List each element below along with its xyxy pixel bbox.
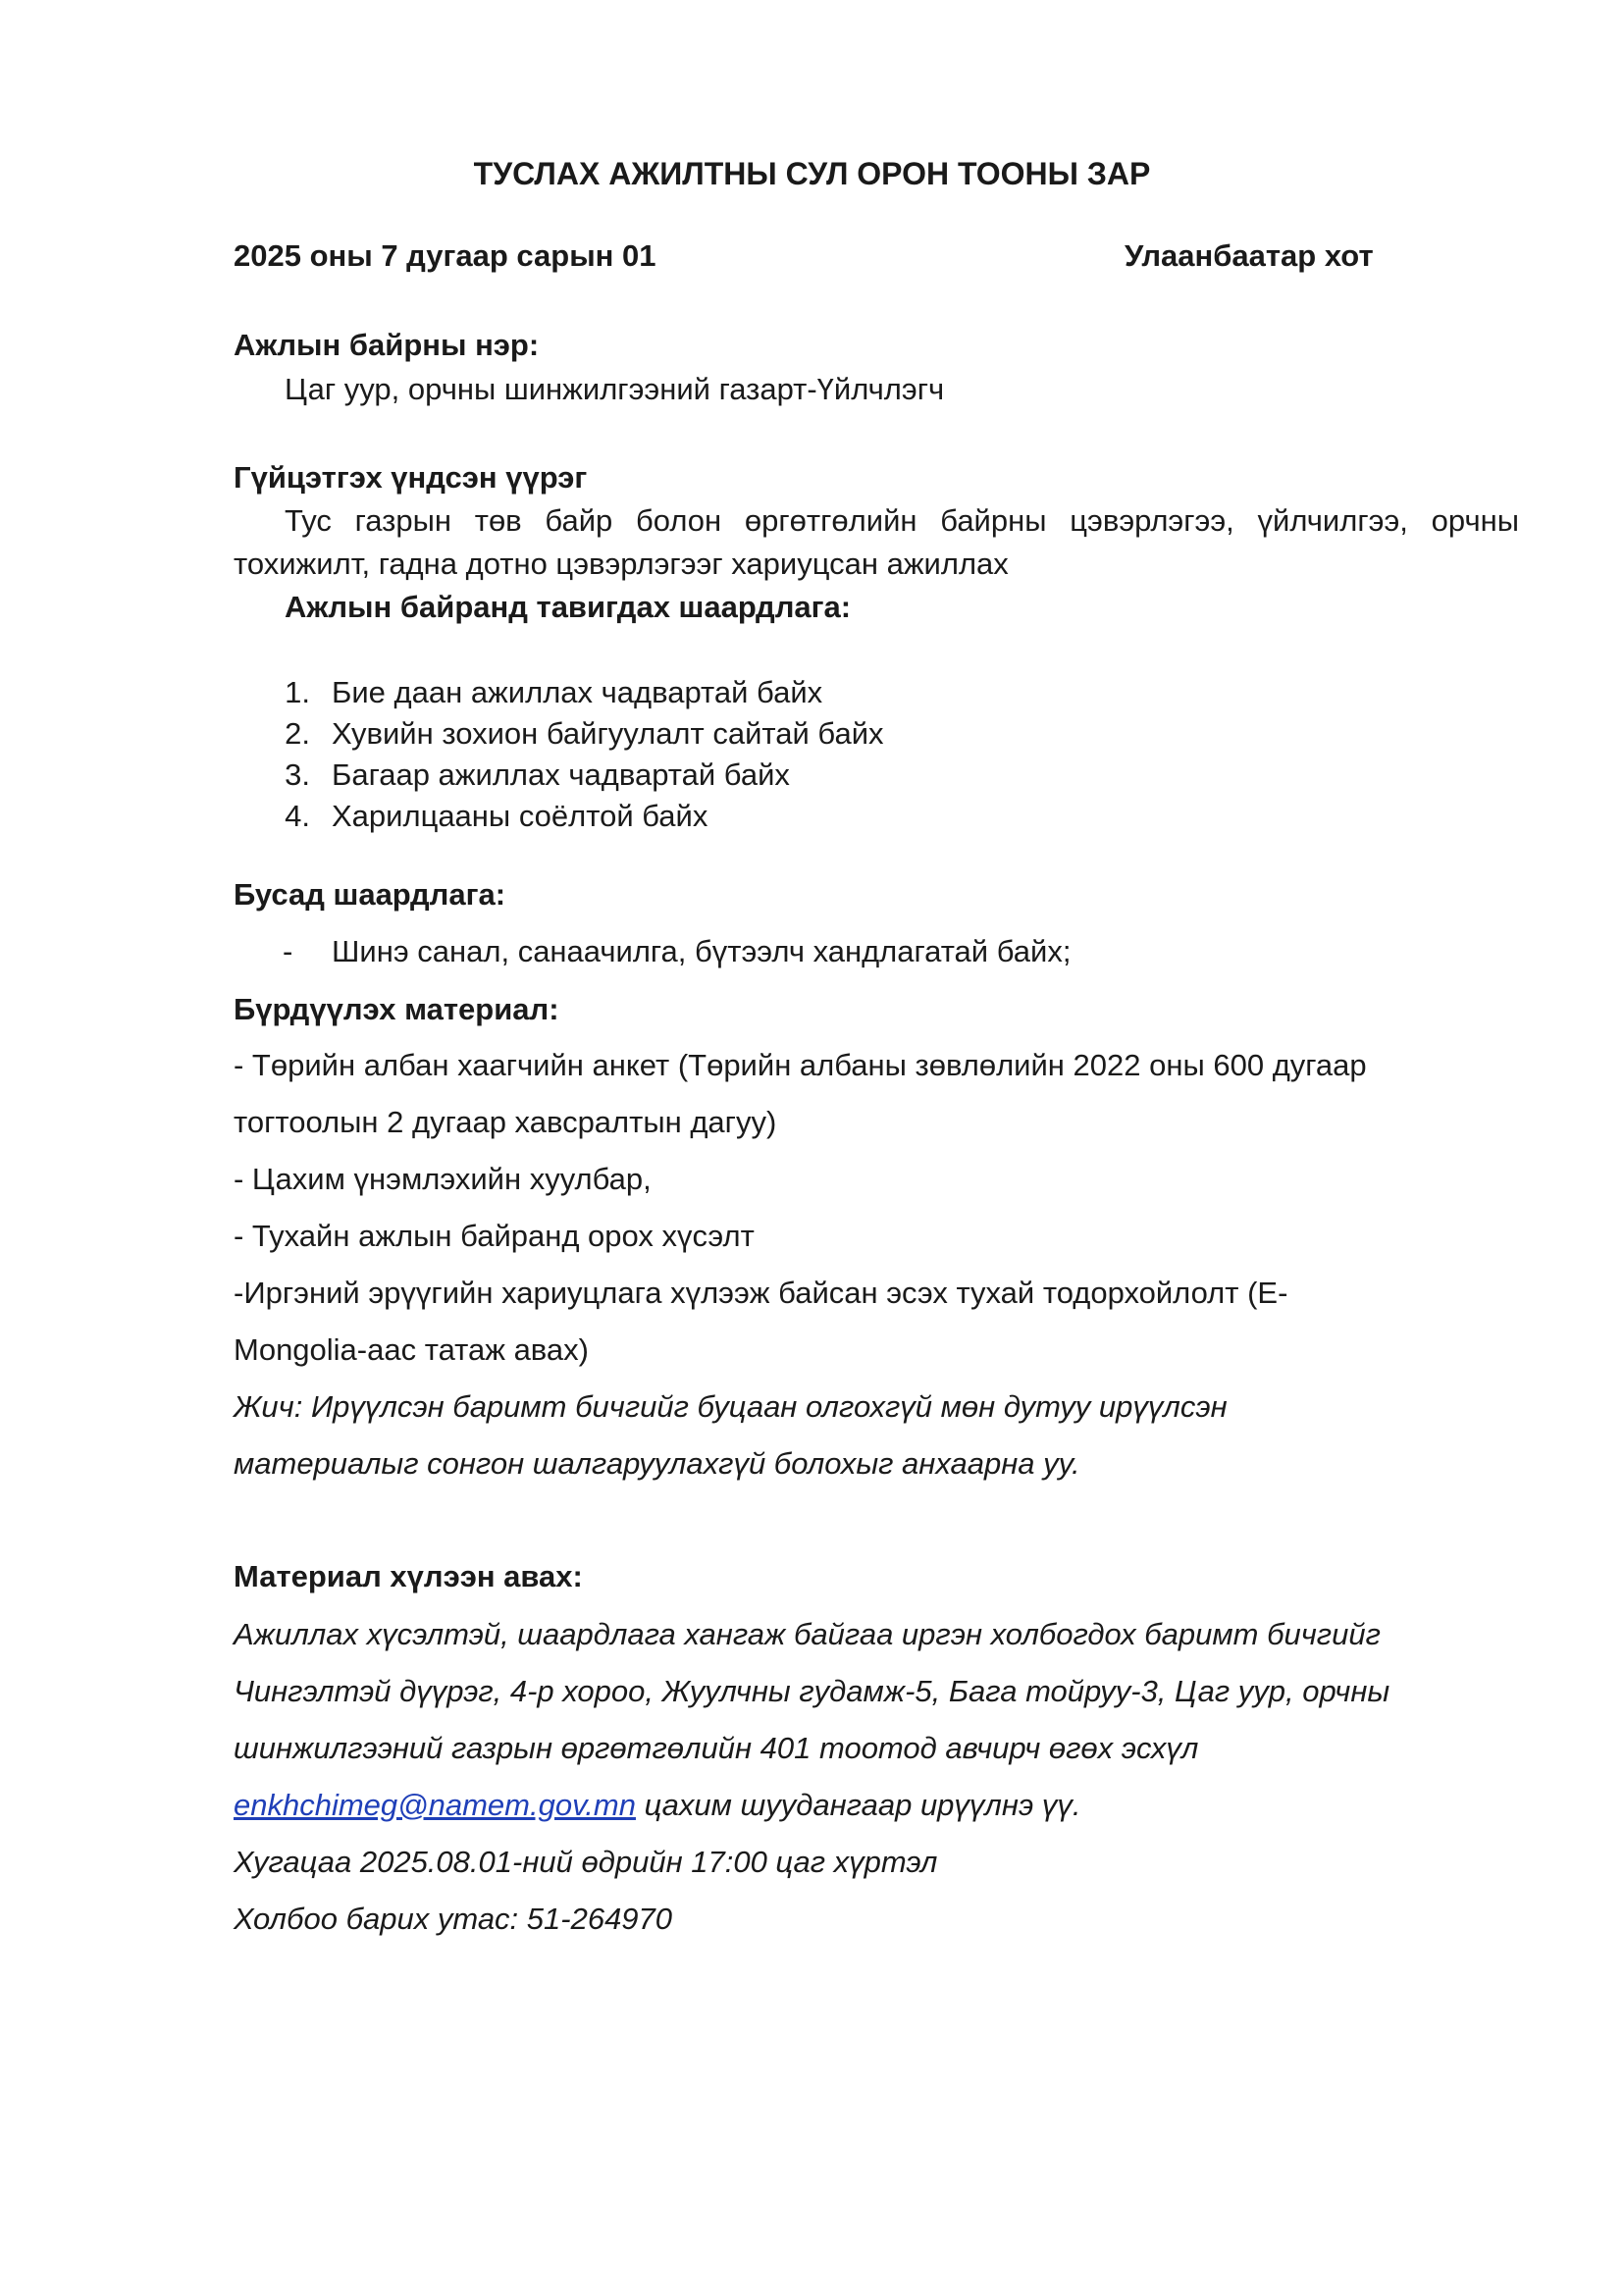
document-city: Улаанбаатар хот — [1125, 238, 1374, 273]
other-requirements-heading: Бусад шаардлага: — [234, 877, 506, 912]
materials-line: - Цахим үнэмлэхийн хуулбар, — [234, 1162, 652, 1196]
other-requirements-bullet: - — [283, 934, 293, 968]
submission-heading: Материал хүлээн авах: — [234, 1559, 583, 1593]
position-value: Цаг уур, орчны шинжилгээний газарт-Үйлчлэгч — [285, 372, 945, 406]
submission-phone: Холбоо барих утас: 51-264970 — [234, 1902, 673, 1936]
duties-line-1: Тус газрын төв байр болон өргөтгөлийн байрны цэвэрлэгээ, үйлчилгээ, орчны — [285, 503, 1519, 538]
requirements-heading: Ажлын байранд тавигдах шаардлага: — [285, 590, 852, 624]
other-requirements-item: Шинэ санал, санаачилга, бүтээлч хандлагатай байх; — [332, 934, 1072, 968]
position-heading: Ажлын байрны нэр: — [234, 328, 540, 362]
list-item-text: Багаар ажиллах чадвартай байх — [332, 757, 790, 792]
materials-line: Mongolia-аас татаж авах) — [234, 1332, 589, 1367]
list-item-text: Бие даан ажиллах чадвартай байх — [332, 675, 823, 709]
materials-line: тогтоолын 2 дугаар хавсралтын дагуу) — [234, 1105, 777, 1139]
submission-line-1: Ажиллах хүсэлтэй, шаардлага хангаж байгаа иргэн холбогдох баримт бичгийг — [234, 1617, 1381, 1651]
materials-line: -Иргэний эрүүгийн хариуцлага хүлээж байсан эсэх тухай тодорхойлолт (E- — [234, 1276, 1288, 1310]
submission-email-line — [234, 1787, 1080, 1823]
list-item-text: Хувийн зохион байгуулалт сайтай байх — [332, 716, 884, 751]
list-item-number: 4. — [285, 799, 310, 833]
list-item-number: 1. — [285, 675, 310, 709]
materials-line: - Төрийн албан хаагчийн анкет (Төрийн албаны зөвлөлийн 2022 оны 600 дугаар — [234, 1048, 1367, 1082]
list-item-number: 3. — [285, 757, 310, 792]
submission-deadline: Хугацаа 2025.08.01-ний өдрийн 17:00 цаг хүртэл — [234, 1845, 938, 1879]
submission-line-3: шинжилгээний газрын өргөтгөлийн 401 тоотод авчирч өгөх эсхүл — [234, 1731, 1199, 1765]
list-item-number: 2. — [285, 716, 310, 751]
materials-note-line-2: материалыг сонгон шалгаруулахгүй болохыг анхаарна уу. — [234, 1446, 1080, 1481]
submission-line-2: Чингэлтэй дүүрэг, 4-р хороо, Жуулчны гудамж-5, Бага тойруу-3, Цаг уур, орчны — [234, 1674, 1390, 1708]
duties-heading: Гүйцэтгэх үндсэн үүрэг — [234, 460, 588, 495]
materials-note-line-1: Жич: Ирүүлсэн баримт бичгийг буцаан олгохгүй мөн дутуу ирүүлсэн — [234, 1389, 1228, 1424]
email-link[interactable]: enkhchimeg@namem.gov.mn — [234, 1788, 636, 1822]
materials-line: - Тухайн ажлын байранд орох хүсэлт — [234, 1219, 755, 1253]
document-date: 2025 оны 7 дугаар сарын 01 — [234, 238, 656, 273]
duties-line-2: тохижилт, гадна дотно цэвэрлэгээг хариуцсан ажиллах — [234, 547, 1009, 581]
materials-heading: Бүрдүүлэх материал: — [234, 992, 559, 1026]
document-title: ТУСЛАХ АЖИЛТНЫ СУЛ ОРОН ТООНЫ ЗАР — [473, 156, 1151, 191]
list-item-text: Харилцааны соёлтой байх — [332, 799, 708, 833]
email-suffix: цахим шуудангаар ирүүлнэ үү. — [635, 1788, 1081, 1822]
